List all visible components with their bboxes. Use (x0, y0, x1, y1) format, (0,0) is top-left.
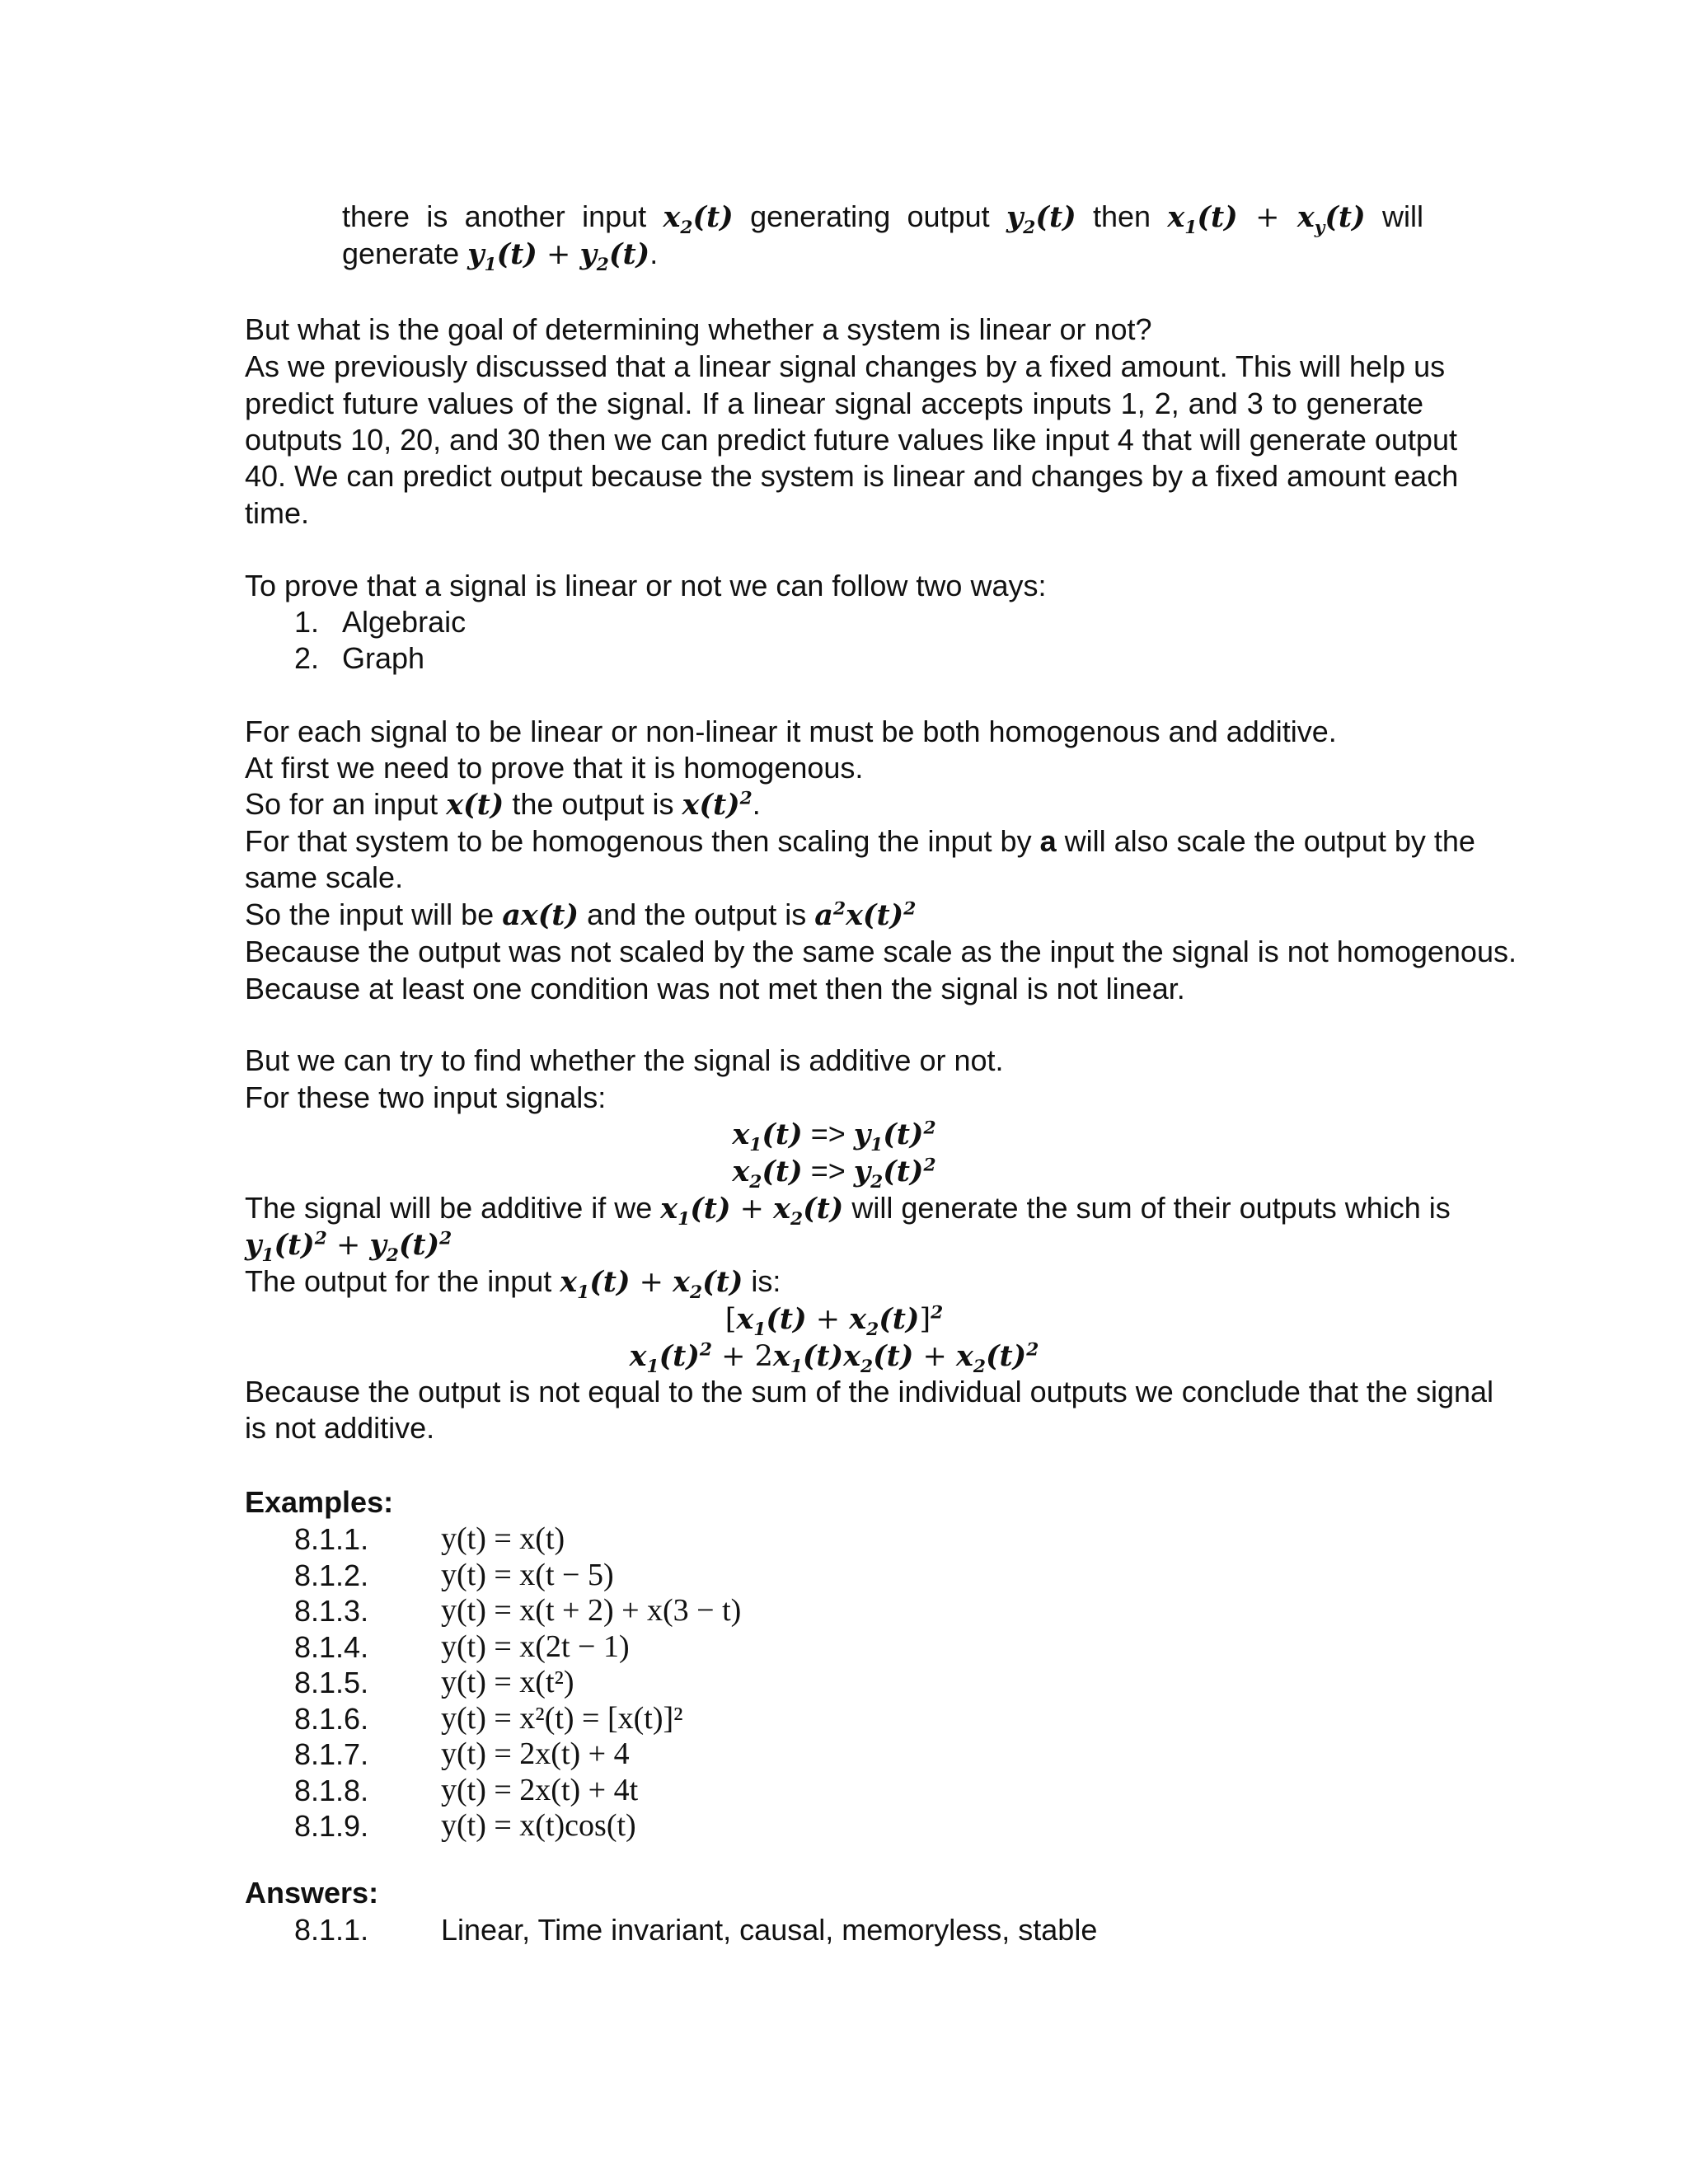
homog-line: For each signal to be linear or non-linear it must be both homogenous and additive. (245, 715, 1337, 748)
homog-line: Because at least one condition was not met then the signal is not linear. (245, 972, 1185, 1005)
additive-line: The output for the input $x_1(t) + x_2(t)$ is: (245, 1264, 781, 1303)
goal-para-line: time. (245, 496, 310, 530)
math-x2t: $x_2(t)$ (663, 200, 734, 238)
example-equation: y(t) = x(t + 2) + x(3 − t) (441, 1593, 742, 1628)
example-equation: y(t) = x(t) (441, 1521, 565, 1556)
math-x1-plus-xy: $x_1(t) + x_y(t)$ (1167, 200, 1366, 238)
math-y1-plus-y2: $y_1(t) + y_2(t)$ (467, 237, 650, 275)
example-equation: y(t) = 2x(t) + 4t (441, 1772, 639, 1807)
math-bracket-square: $[x_1(t) + x_2(t)]^2$ (724, 1302, 944, 1340)
example-num: 8.1.1. (294, 1522, 369, 1556)
example-num: 8.1.9. (294, 1809, 369, 1843)
additive-line: But we can try to find whether the signal is additive or not. (245, 1043, 1004, 1077)
list-item: 1. (294, 605, 320, 639)
homog-line: So the input will be ax(t) and the output is $a^2x(t)^2$ (245, 898, 917, 932)
list-item-label: Graph (342, 641, 425, 675)
math-a2xt2: $a^2x(t)^2$ (814, 898, 917, 932)
list-item: 2. (294, 641, 320, 675)
goal-para-line: predict future values of the signal. If a linear signal accepts inputs 1, 2, and 3 to generate (245, 387, 1423, 420)
homog-line: Because the output was not scaled by the same scale as the input the signal is not homogenous. (245, 935, 1517, 968)
goal-para-line: 40. We can predict output because the system is linear and changes by a fixed amount each (245, 459, 1459, 493)
list-item-label: Algebraic (342, 605, 467, 639)
example-num: 8.1.5. (294, 1666, 369, 1699)
math-sum-of-outputs: $y_1(t)^2 + y_2(t)^2$ (245, 1228, 452, 1266)
example-equation: y(t) = x(t − 5) (441, 1557, 614, 1592)
homog-line: For that system to be homogenous then scaling the input by a will also scale the output by the (245, 824, 1475, 858)
math-xt: x(t) (446, 788, 504, 822)
prove-intro: To prove that a signal is linear or not we can follow two ways: (245, 569, 1047, 602)
example-num: 8.1.8. (294, 1773, 369, 1807)
example-num: 8.1.7. (294, 1737, 369, 1771)
math-xt-squared: $x(t)^2$ (682, 788, 753, 822)
goal-question: But what is the goal of determining whether a system is linear or not? (245, 312, 1152, 346)
math-y2t: $y_2(t)$ (1006, 200, 1076, 238)
example-equation: y(t) = 2x(t) + 4 (441, 1736, 630, 1771)
homog-line: At first we need to prove that it is homogenous. (245, 751, 864, 785)
math-x1-maps-y1: $x_1(t) => y_1(t)^2$ (732, 1117, 936, 1155)
answer-num: 8.1.1. (294, 1913, 369, 1947)
example-equation: y(t) = x(t)cos(t) (441, 1808, 636, 1843)
answers-heading: Answers: (245, 1876, 379, 1910)
additive-line: Because the output is not equal to the sum of the individual outputs we conclude that the signal (245, 1375, 1494, 1408)
homog-line: So for an input x(t) the output is $x(t)^2$. (245, 787, 761, 822)
examples-heading: Examples: (245, 1485, 394, 1519)
answer-text: Linear, Time invariant, causal, memoryless, stable (441, 1913, 1098, 1947)
additive-line: is not additive. (245, 1411, 435, 1445)
math-expanded-square: $x_1(t)^2 + 2x_1(t)x_2(t) + x_2(t)^2$ (629, 1339, 1039, 1377)
goal-para-line: outputs 10, 20, and 30 then we can predict future values like input 4 that will generate output (245, 423, 1457, 457)
goal-para-line: As we previously discussed that a linear signal changes by a fixed amount. This will help us (245, 349, 1446, 383)
example-equation: y(t) = x(t²) (441, 1665, 574, 1699)
math-x2-maps-y2: $x_2(t) => y_2(t)^2$ (732, 1154, 936, 1193)
math-x1-plus-x2: $x_1(t) + x_2(t)$ (660, 1192, 844, 1230)
example-num: 8.1.3. (294, 1594, 369, 1628)
example-num: 8.1.2. (294, 1558, 369, 1592)
additive-line: For these two input signals: (245, 1080, 607, 1114)
intro-line-1: there is another input $x_2(t)$ generating output $y_2(t)$ then $x_1(t) + x_y(t)$ will (342, 199, 1423, 238)
example-equation: y(t) = x²(t) = [x(t)]² (441, 1700, 683, 1736)
homog-line: same scale. (245, 860, 404, 894)
math-axt: ax(t) (502, 898, 579, 932)
example-num: 8.1.4. (294, 1629, 369, 1664)
intro-line-2: generate $y_1(t) + y_2(t)$. (342, 237, 659, 275)
example-equation: y(t) = x(2t − 1) (441, 1629, 630, 1664)
example-num: 8.1.6. (294, 1701, 369, 1736)
additive-line: The signal will be additive if we $x_1(t) + x_2(t)$ will generate the sum of their outputs which is (245, 1191, 1451, 1230)
